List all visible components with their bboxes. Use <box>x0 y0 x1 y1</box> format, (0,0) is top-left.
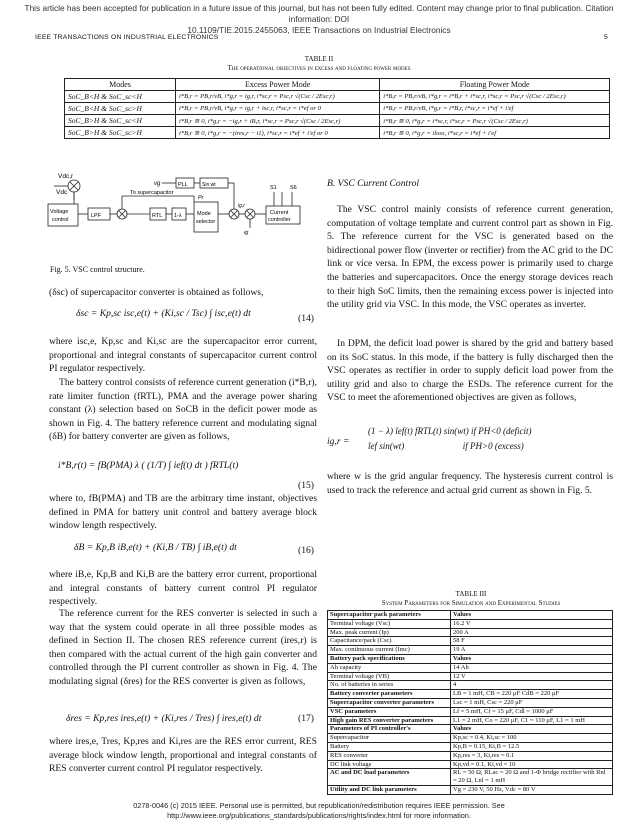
label-ig: ig <box>244 230 249 236</box>
table2-excess: i*B,r ≅ 0, i*g,r = −ig,r + iB,r, i*sc,r = Psc,r √(Csc / 2Esc,r) <box>176 115 380 127</box>
table-row <box>328 619 613 628</box>
label-igr: ig,r <box>238 203 245 209</box>
left-para-2: where isc,e, Kp,sc and Ki,sc are the supercapacitor error current, proportional and integral constants of supercapacitor current control PI regulator respectively. <box>49 336 317 375</box>
table3-value: Values <box>451 654 613 663</box>
table2-mode: SoC_B<H & SoC_sc>H <box>65 103 176 115</box>
table-row <box>328 663 613 672</box>
table3-key: Supercapacitor <box>328 734 451 743</box>
label-ptr: Pr <box>198 195 204 201</box>
equation-14-number: (14) <box>298 313 314 324</box>
table2-floating: i*B,r = PB,r/vB, i*g,r = i*B,r, i*sc,r = i*ef + i′ef <box>380 103 610 115</box>
right-para-1: The VSC control mainly consists of reference current generation, computation of voltage template and current control part as shown in Fig. 5. The reference current for the VSC is generated based on the bidirectional power flow (inverter or rectifier) from the AC grid to the DC link or vice versa. In EPM, the excess power is primarily used to charge the batteries and supercapacitors. Once the energy storage devices reach to their high SoC limits, then the remaining excess power is injected into the utility grid via VSC. In this mode, the VSC operates as inverter. <box>327 204 613 311</box>
table2-header: Modes <box>65 79 176 91</box>
table2-header-row <box>65 79 610 91</box>
table3-key: Parameters of PI controller's <box>328 725 451 734</box>
equation-17-number: (17) <box>298 713 314 724</box>
table-row <box>328 654 613 663</box>
table-row <box>328 646 613 655</box>
table3-value: 19 A <box>451 646 613 655</box>
table-row <box>328 637 613 646</box>
footer-line-1: 0278-0046 (c) 2015 IEEE. Personal use is permitted, but republication/redistribution requires IEEE permission. See <box>133 801 505 810</box>
left-para-3: The battery control consists of reference current generation (i*B,r), rate limiter function (fRTL), PMA and the average power sharing constant (λ) selection based on SoCB in the deficit power mode as shown in Fig. 4. The battery reference current and modulating signal (δB) for battery converter are given as follows, <box>49 377 317 443</box>
table2-mode: SoC_B>H & SoC_sc>H <box>65 127 176 139</box>
table-row <box>328 785 613 794</box>
table-row <box>328 742 613 751</box>
label-current: Current <box>270 210 289 216</box>
equation-15: i*B,r(t) = fB(PMA) λ ( (1/T) ∫ ief(t) dt ) fRTL(t) <box>58 460 239 471</box>
table3 <box>327 610 613 795</box>
table3-key: Utility and DC link parameters <box>328 785 451 794</box>
table2-mode: SoC_B>H & SoC_sc<H <box>65 115 176 127</box>
label-lpf: LPF <box>91 213 102 219</box>
journal-name: IEEE TRANSACTIONS ON INDUSTRIAL ELECTRONICS <box>35 34 219 41</box>
table3-key: No. of batteries in series <box>328 681 451 690</box>
table-row <box>328 760 613 769</box>
table3-key: Supercapacitor pack parameters <box>328 611 451 620</box>
table3-key: Terminal voltage (Vsc) <box>328 619 451 628</box>
table3-value: 200 A <box>451 628 613 637</box>
left-para-6: The reference current for the RES converter is selected in such a way that the system could operate in all three possible modes as defined in Section II. The chosen RES reference current (ires,r) is then compared with the actual current of the high gain converter and controlled through the PI current controller as shown in Fig. 4. The modulating signal (δres) for the RES converter is given as follows, <box>49 608 317 687</box>
table2-header: Excess Power Mode <box>176 79 380 91</box>
table3-value: 58 F <box>451 637 613 646</box>
table2-label: TABLE II <box>304 55 334 63</box>
table3-caption <box>326 590 616 608</box>
table3-value: LB = 1 mH, CB = 220 μF CdB = 220 μF <box>451 690 613 699</box>
label-sin: Sin wt <box>202 182 216 188</box>
table3-title: System Parameters for Simulation and Experimental Studies <box>381 599 561 607</box>
figure5-caption: Fig. 5. VSC control structure. <box>50 265 145 274</box>
figure5-diagram <box>44 170 314 258</box>
equation-18-case-1: (1 − λ) ĩef(t) fRTL(t) sin(wt) if PH<0 (deficit) <box>368 426 532 436</box>
equation-16: δB = Kp,B iB,e(t) + (Ki,B / TB) ∫ iB,e(t) dt <box>74 542 237 553</box>
label-voltage: Voltage <box>50 209 69 215</box>
table-row <box>328 707 613 716</box>
table3-value: 4 <box>451 681 613 690</box>
table3-key: Battery converter parameters <box>328 690 451 699</box>
table-row <box>328 716 613 725</box>
table3-key: RES converter <box>328 751 451 760</box>
running-head <box>35 34 608 41</box>
equation-17: δres = Kp,res ires,e(t) + (Ki,res / Tres) ∫ ires,e(t) dt <box>66 713 262 724</box>
table-row <box>65 103 610 115</box>
left-para-5: where iB,e, Kp,B and Ki,B are the battery error current, proportional and integral constants of battery current control PI regulator respectively. <box>49 569 317 608</box>
label-vdc-r: Vdc,r <box>58 173 74 180</box>
table3-value: 14 Ah <box>451 663 613 672</box>
table2-mode: SoC_B<H & SoC_sc<H <box>65 91 176 103</box>
table2-excess: i*B,r ≅ 0, i*g,r = −(ires,r − i1), i*sc,r = i*ef + i′ef or 0 <box>176 127 380 139</box>
table-row <box>328 628 613 637</box>
table-row <box>328 725 613 734</box>
table2-excess: i*B,r = PB,r/vB, i*g,r = ig,r + isc,r, i*sc,r = i*ef or 0 <box>176 103 380 115</box>
table3-key: Capacitance/pack (Csc) <box>328 637 451 646</box>
equation-16-number: (16) <box>298 545 314 556</box>
label-rtl: RTL <box>152 213 163 219</box>
left-para-4: where to, fB(PMA) and TB are the arbitrary time instant, objectives defined in PMA for battery unit control and battery average block window length respectively. <box>49 493 317 532</box>
right-para-2: In DPM, the deficit load power is shared by the grid and battery based on its SoC status. In this mode, if the battery is fully discharged then the VSC operates as rectifier in order to supply deficit load power from the utility grid and also to charge the ESDs. The reference current for the VSC to meet the aforementioned objectives are given as follows, <box>327 338 613 404</box>
table-row <box>328 690 613 699</box>
label-controller: controller <box>268 217 291 223</box>
table2-floating: i*B,r ≅ 0, i*g,r = iloss, i*sc,r = i*ef + i′ef <box>380 127 610 139</box>
table-row <box>328 734 613 743</box>
table3-key: Supercapacitor converter parameters <box>328 698 451 707</box>
table-row <box>65 91 610 103</box>
table3-value: Kp,B = 0.15, Ki,B = 12.5 <box>451 742 613 751</box>
table2-caption <box>0 55 638 73</box>
table3-value: Kp,res = 3, Ki,res = 0.1 <box>451 751 613 760</box>
table3-value: Lsc = 1 mH, Csc = 220 μF <box>451 698 613 707</box>
footer-line-2: http://www.ieee.org/publications_standards/publications/rights/index.html for more information. <box>167 811 471 820</box>
table-row <box>65 127 610 139</box>
table3-key: Max. peak current (Ip) <box>328 628 451 637</box>
page-number: 5 <box>604 34 608 41</box>
label-s6: S6 <box>290 185 297 191</box>
label-control: control <box>52 217 69 223</box>
label-s1: S1 <box>270 185 277 191</box>
label-pll: PLL <box>178 182 188 188</box>
table3-key: VSC parameters <box>328 707 451 716</box>
table-row <box>328 751 613 760</box>
table3-value: RL = 50 Ω, RLac = 20 Ω and 1-Φ bridge rectifier with Rnl = 20 Ω, Lnl = 1 mH <box>451 769 613 786</box>
table3-key: Ah capacity <box>328 663 451 672</box>
table-row <box>328 681 613 690</box>
notice-line-1: This article has been accepted for publication in a future issue of this journal, but has not been fully edited. Content may change prior to final publication. Citation information: DOI <box>24 3 614 24</box>
table2-header: Floating Power Mode <box>380 79 610 91</box>
table3-value: Kp,sc = 0.4, Ki,sc = 100 <box>451 734 613 743</box>
left-para-1: (δsc) of supercapacitor converter is obtained as follows, <box>49 287 264 298</box>
table-row <box>328 672 613 681</box>
table3-value: L1 = 2 mH, Co = 220 μF, C1 = 110 μF, L1 = 1 mH <box>451 716 613 725</box>
table-row <box>65 115 610 127</box>
table3-label: TABLE III <box>455 590 487 598</box>
label-to-supercapacitor: To supercapacitor <box>130 190 174 196</box>
label-vdc: Vdc <box>56 189 68 196</box>
equation-14: δsc = Kp,sc isc,e(t) + (Ki,sc / Tsc) ∫ isc,e(t) dt <box>76 308 251 319</box>
right-para-3: where w is the grid angular frequency. The hysteresis current control is used to track the reference and actual grid current as shown in Fig. 5. <box>327 471 613 496</box>
copyright-footer <box>20 801 618 821</box>
table-row <box>328 698 613 707</box>
table3-value: Lf = 5 mH, Cf = 15 μF, Cdl = 1000 μF <box>451 707 613 716</box>
table3-key: Battery <box>328 742 451 751</box>
table3-key: Max. continuous current (Imc) <box>328 646 451 655</box>
table3-value: Vg = 230 V, 50 Hz, Vdc = 80 V <box>451 785 613 794</box>
notice-line-2: 10.1109/TIE.2015.2455063, IEEE Transactions on Industrial Electronics <box>187 25 451 35</box>
table3-key: Battery pack specifications <box>328 654 451 663</box>
table2-floating: i*B,r = PB,r/vB, i*g,r = i*B,r + i*sc,r, i*sc,r = Psc,r √(Csc / 2Esc,r) <box>380 91 610 103</box>
table-row <box>328 611 613 620</box>
table2-floating: i*B,r ≅ 0, i*g,r = i*sc,r, i*sc,r = Psc,r √(Csc / 2Esc,r) <box>380 115 610 127</box>
table3-value: 12 V <box>451 672 613 681</box>
label-selector: selector <box>196 219 216 225</box>
publication-notice <box>10 3 628 36</box>
table2 <box>64 78 610 139</box>
label-lambda: 1-λ <box>174 213 182 219</box>
table3-value: Values <box>451 725 613 734</box>
table3-value: Values <box>451 611 613 620</box>
table3-value: Kp,vd = 0.1, Ki,vd = 10 <box>451 760 613 769</box>
label-mode: Mode <box>197 211 211 217</box>
table-row <box>328 769 613 786</box>
equation-18-case-2: ĩef sin(wt) if PH>0 (excess) <box>368 441 524 451</box>
label-vg: vg <box>154 181 161 187</box>
mode-selector-block <box>194 202 218 232</box>
table2-title: The operational objectives in excess and floating power modes <box>227 64 411 72</box>
table3-key: AC and DC load parameters <box>328 769 451 786</box>
equation-15-number: (15) <box>298 480 314 491</box>
section-heading: B. VSC Current Control <box>327 178 420 189</box>
table2-excess: i*B,r = PB,r/vB, i*g,r = ig,r, i*sc,r = Psc,r √(Csc / 2Esc,r) <box>176 91 380 103</box>
table3-key: DC link voltage <box>328 760 451 769</box>
table3-key: High gain RES converter parameters <box>328 716 451 725</box>
equation-18-lhs: ig,r = <box>327 436 350 447</box>
table3-value: 16.2 V <box>451 619 613 628</box>
table3-key: Terminal voltage (VB) <box>328 672 451 681</box>
left-para-7: where ires,e, Tres, Kp,res and Ki,res are the RES error current, RES average block window length, proportional and integral constants of RES converter current control PI regulator respectively. <box>49 736 317 775</box>
